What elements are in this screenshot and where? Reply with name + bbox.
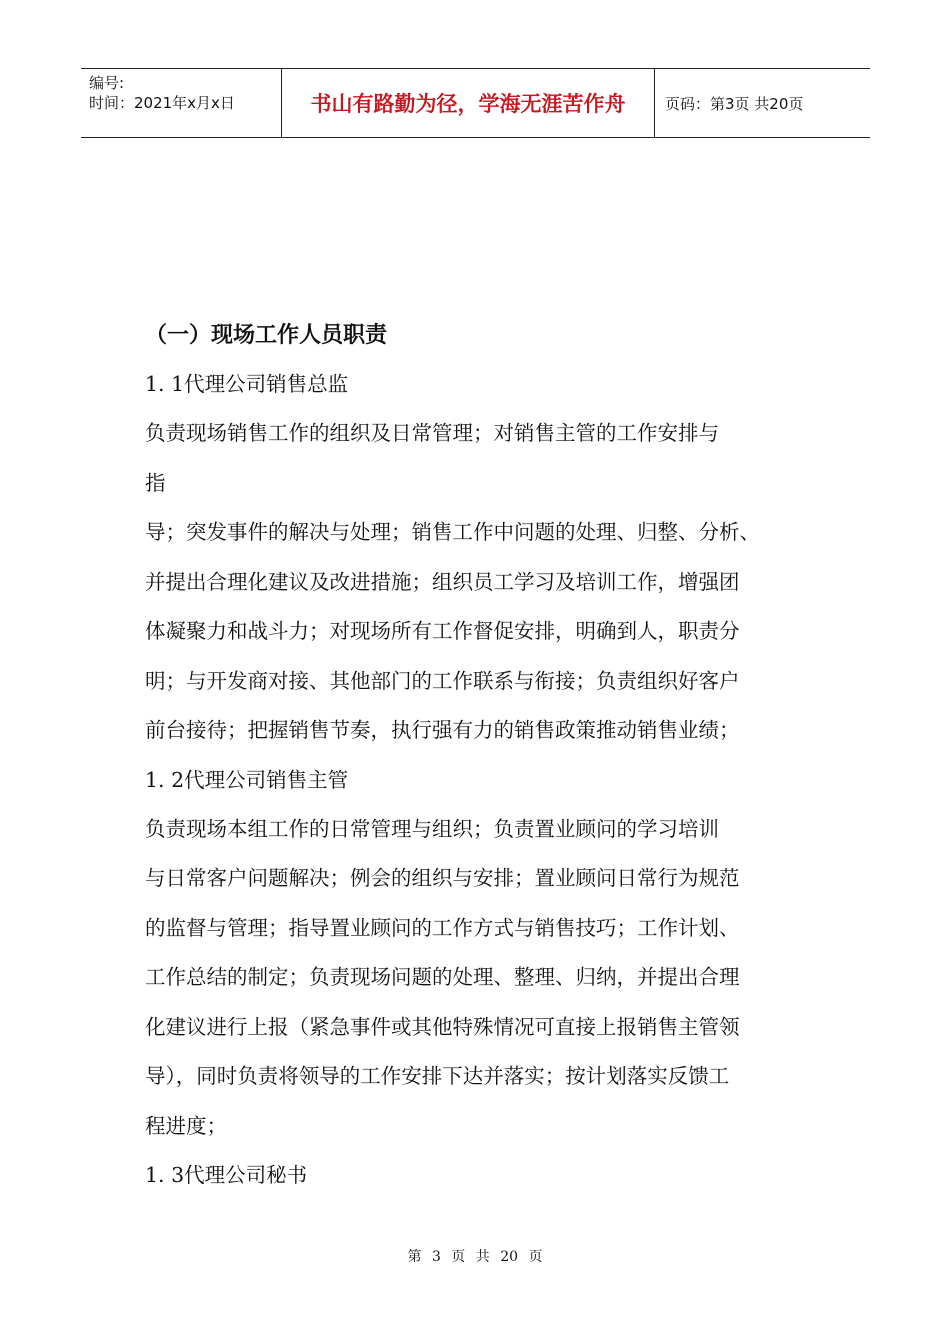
header-meta <box>81 69 281 137</box>
paragraph-line: 与日常客户问题解决；例会的组织与安排；置业顾问日常行为规范 <box>145 866 740 890</box>
document-body <box>145 310 825 1200</box>
paragraph-line: 导），同时负责将领导的工作安排下达并落实；按计划落实反馈工 <box>145 1064 730 1088</box>
paragraph-line: 前台接待；把握销售节奏，执行强有力的销售政策推动销售业绩； <box>145 718 740 742</box>
item-heading: 1. 1代理公司销售总监 <box>145 372 349 396</box>
document-time-label: 时间：2021年x月x日 <box>89 94 235 112</box>
paragraph-line: 指 <box>145 470 166 495</box>
header-page-info: 页码：第3页 共20页 <box>665 94 804 113</box>
paragraph-line: 的监督与管理；指导置业顾问的工作方式与销售技巧；工作计划、 <box>145 915 740 940</box>
paragraph-line: 负责现场本组工作的日常管理与组织；负责置业顾问的学习培训 <box>145 816 719 841</box>
paragraph-line: 导；突发事件的解决与处理；销售工作中问题的处理、归整、分析、 <box>145 520 760 544</box>
paragraph-line: 体凝聚力和战斗力；对现场所有工作督促安排，明确到人，职责分 <box>145 619 740 643</box>
paragraph-line: 工作总结的制定；负责现场问题的处理、整理、归纳，并提出合理 <box>145 965 740 989</box>
item-heading: 1. 2代理公司销售主管 <box>145 767 349 792</box>
item-heading: 1. 3代理公司秘书 <box>145 1163 308 1187</box>
section-title: （一）现场工作人员职责 <box>145 322 388 348</box>
paragraph-line: 负责现场销售工作的组织及日常管理；对销售主管的工作安排与 <box>145 421 719 445</box>
page-footer: 第 3 页 共 20 页 <box>407 1249 543 1265</box>
document-number-label: 编号: <box>89 74 125 92</box>
paragraph-line: 化建议进行上报（紧急事件或其他特殊情况可直接上报销售主管领 <box>145 1014 740 1039</box>
paragraph-line: 并提出合理化建议及改进措施；组织员工学习及培训工作，增强团 <box>145 569 740 594</box>
paragraph-line: 程进度； <box>145 1113 227 1138</box>
paragraph-line: 明；与开发商对接、其他部门的工作联系与衔接；负责组织好客户 <box>145 668 740 693</box>
page-header <box>81 68 870 138</box>
item-paragraph <box>145 805 825 1152</box>
item-paragraph <box>145 409 825 756</box>
header-motto: 书山有路勤为径，学海无涯苦作舟 <box>281 69 655 137</box>
